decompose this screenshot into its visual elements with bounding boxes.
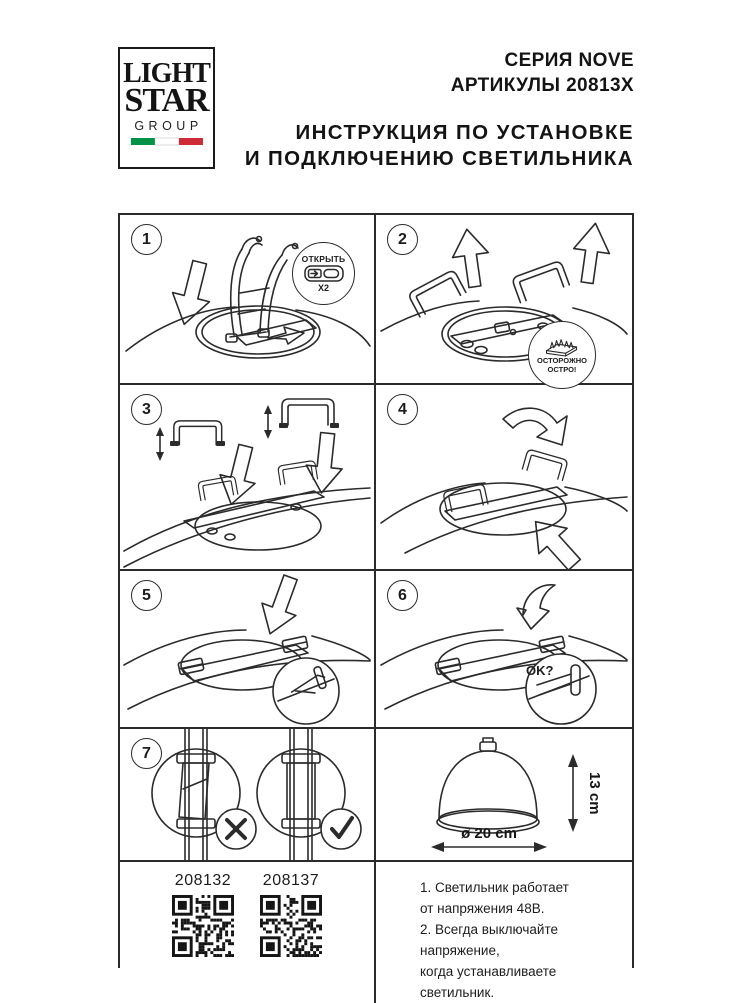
down-arrow-icon <box>253 571 307 640</box>
note-line-3: 2. Всегда выключайте напряжение, <box>420 922 558 958</box>
step-3-panel <box>120 385 376 571</box>
lightstar-logo <box>118 47 215 169</box>
hook-arrow-icon <box>517 585 555 629</box>
step-2-panel <box>376 215 632 385</box>
logo-group-text: GROUP <box>134 119 203 133</box>
x2-label: X2 <box>317 283 329 293</box>
step-7-panel <box>120 729 376 862</box>
lamp-dimensions-panel <box>376 729 632 862</box>
title-line-1: ИНСТРУКЦИЯ ПО УСТАНОВКЕ <box>295 121 634 144</box>
qr-code-left <box>172 895 234 957</box>
step-5-number: 5 <box>131 580 162 611</box>
updown-arrow-icon <box>264 405 272 439</box>
correct-badge <box>321 809 361 849</box>
step-6-number: 6 <box>387 580 418 611</box>
down-arrow-icon <box>166 258 218 329</box>
article-number-right: 208137 <box>262 872 320 889</box>
caution-label-1: ОСТОРОЖНО <box>537 356 587 365</box>
diameter-dimension-label: ø 20 cm <box>461 825 517 842</box>
page-title <box>245 120 634 172</box>
detail-zoom-circle <box>273 658 339 724</box>
instruction-grid <box>118 213 634 1000</box>
italian-flag-icon <box>131 138 203 145</box>
logo-light-text: LIGHT <box>123 58 210 89</box>
step-6-panel <box>376 571 632 729</box>
caution-sharp-badge <box>528 321 596 389</box>
note-line-4: когда устанавливаете светильник. <box>420 964 557 1000</box>
qr-code-right <box>260 895 322 957</box>
qr-item-left <box>172 872 234 962</box>
step-4-panel <box>376 385 632 571</box>
latch-icon <box>304 265 344 282</box>
header-series-block <box>451 48 634 98</box>
articles: АРТИКУЛЫ 20813X <box>450 75 634 96</box>
step-1-number: 1 <box>131 224 162 255</box>
safety-notes <box>376 862 632 1003</box>
article-number-left: 208132 <box>174 872 232 889</box>
title-line-2: И ПОДКЛЮЧЕНИЮ СВЕТИЛЬНИКА <box>244 147 634 170</box>
open-x2-badge <box>292 242 355 305</box>
note-line-1: 1. Светильник работает <box>420 880 569 895</box>
curved-arrow-icon <box>503 408 567 445</box>
series-name: СЕРИЯ NOVE <box>504 50 634 71</box>
ok-question-label: OK? <box>526 663 554 678</box>
qr-item-right <box>260 872 322 962</box>
step-5-panel <box>120 571 376 729</box>
step-4-number: 4 <box>387 394 418 425</box>
lamp-dimensions-illustration <box>376 729 632 860</box>
caution-label-2: ОСТРО! <box>547 365 577 374</box>
up-arrow-icon <box>569 221 613 285</box>
sharp-edges-icon <box>543 336 581 356</box>
step-7-number: 7 <box>131 738 162 769</box>
note-line-2: от напряжения 48В. <box>420 901 545 916</box>
updown-arrow-icon <box>156 427 164 461</box>
logo-star-text: STAR <box>124 82 209 119</box>
height-dimension-label: 13 cm <box>586 772 603 815</box>
up-arrow-icon <box>449 227 493 289</box>
step-1-panel <box>120 215 376 385</box>
step-3-number: 3 <box>131 394 162 425</box>
notes-panel <box>376 862 632 1003</box>
step-2-number: 2 <box>387 224 418 255</box>
push-arrow-icon <box>521 509 588 578</box>
open-label: ОТКРЫТЬ <box>301 254 346 264</box>
qr-codes-panel <box>120 862 376 1003</box>
down-arrow-icon <box>304 431 346 494</box>
down-arrow-icon <box>214 442 263 509</box>
